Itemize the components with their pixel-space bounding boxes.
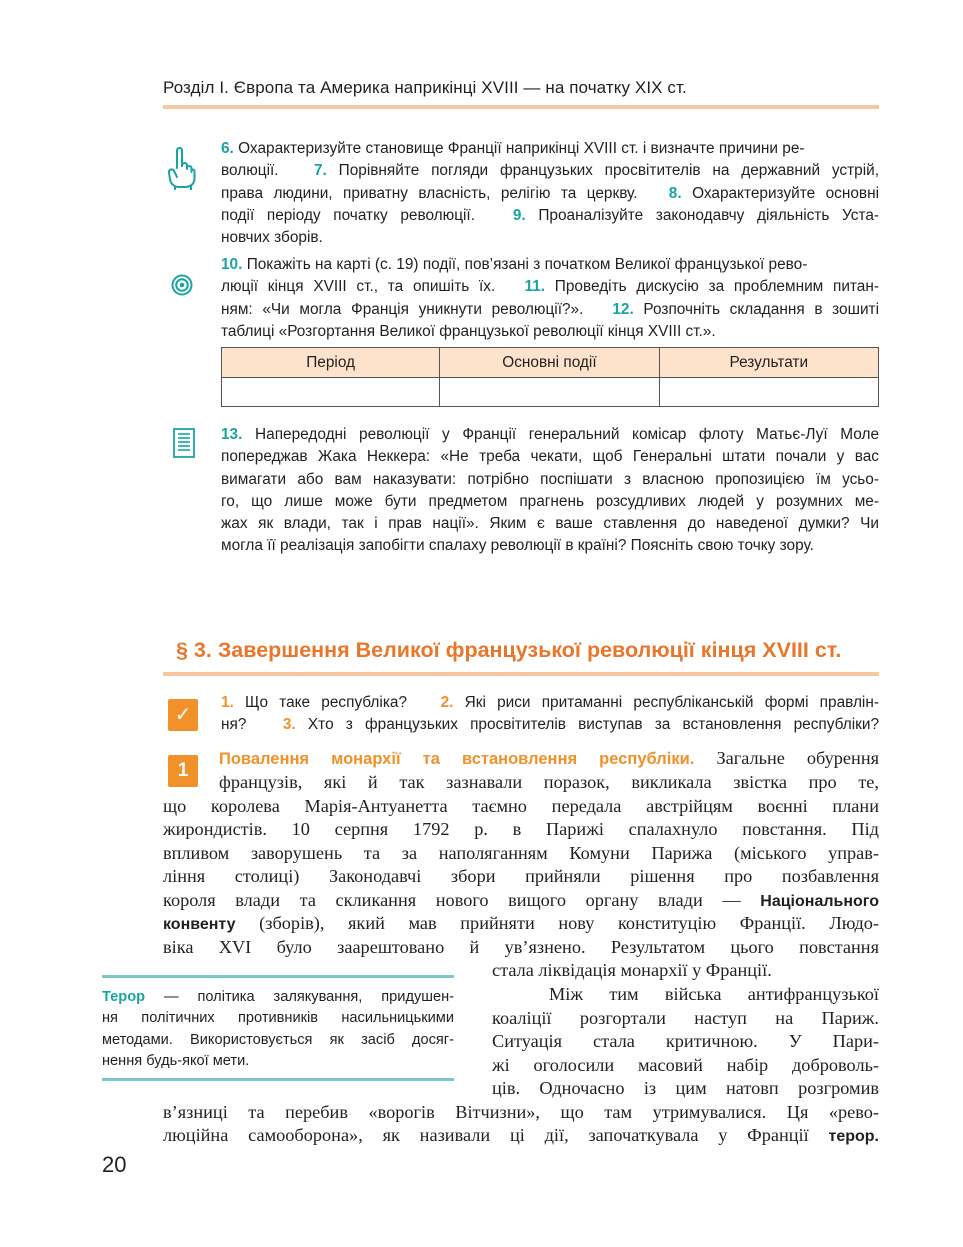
revolution-table [221,347,879,407]
subsection-number: 1 [168,755,198,787]
term-definition-line-2: ня політичних противників насильницькими [102,1010,454,1027]
header-rule [163,105,879,109]
question-2-text: Які риси притаманні республіканській формі правлін- [464,694,879,711]
task-12-text: Розпочніть складання в зошиті [643,300,880,318]
term-box-bottom-rule [102,1078,454,1081]
body-line-14: жі оголосили масовий набір доброволь- [492,1055,879,1075]
section-heading: § 3. Завершення Великої французької революції кінця XVIII ст. [176,638,842,662]
task-13-line-6: могла її реалізація запобігти спалаху революції в країні? Поясніть свою точку зору. [221,537,814,555]
table-header-row [222,348,879,378]
task-13-line-5: жах як влади, так і прав нації». Яким є ваше ставлення до наведеної думки? Чи [221,515,879,533]
term-convention: конвенту [163,916,236,933]
task-number-11: 11. [524,278,546,296]
table-header-period: Період [222,348,440,378]
body-text: короля влади та скликання нового вищого органу влади — [163,890,741,910]
body-line-8 [163,912,879,937]
body-text: Загальне обурення [716,748,880,768]
task-13 [221,424,879,558]
question-number-2: 2. [440,694,454,711]
body-line-17 [163,1124,879,1149]
question-number-1: 1. [221,694,234,711]
table-row [222,378,879,407]
task-8-text: Охарактеризуйте основні [692,184,880,202]
body-line-9: віка XVI було заарештовано й ув’язнено. Результатом цього повстання [163,937,879,957]
task-11-text-end: ням: «Чи могла Франція уникнути революції?». [221,300,584,318]
body-line-10: стала ліквідація монархії у Франції. [492,960,772,980]
body-line-6: ління столиці) Законодавчі збори прийняли рішення про позбавлення [163,866,879,886]
section-rule [163,672,879,676]
table-cell [222,378,440,407]
task-number-7: 7. [313,162,327,180]
task-number-6: 6. [221,140,234,157]
body-line-12: коаліції розгортали наступ на Париж. [492,1008,879,1028]
task-13-line-3: вимагати або вам наказувати: потрібно поспішати з власною пропозицією їм усьо- [221,470,879,488]
task-6-text-end: волюції. [221,162,279,180]
body-line-7 [163,889,879,914]
task-number-9: 9. [512,206,526,224]
question-number-3: 3. [282,716,296,734]
term-word: Терор [102,989,146,1005]
tasks-6-9 [221,138,879,249]
question-2-text-end: ня? [221,716,247,734]
body-line-15: ців. Одночасно із цим натовп розгромив [492,1078,879,1098]
task-number-10: 10. [221,256,243,273]
term-definition-line-4: нення будь-якої мети. [102,1052,250,1069]
body-line-13: Ситуація стала критичною. У Пари- [492,1031,879,1051]
task-13-line-1: Напередодні революції у Франції генеральний комісар флоту Матьє-Луї Моле [255,426,880,443]
term-definition-line-3: методами. Використовується як засіб досяг- [102,1031,454,1048]
task-7-text: Порівняйте погляди французьких просвітителів на державний устрій, [338,162,879,180]
task-9-text: Проаналізуйте законодавчу діяльність Уста- [538,206,880,224]
task-number-8: 8. [668,184,682,202]
question-1-text: Що таке республіка? [245,694,408,711]
body-line-4: жирондистів. 10 серпня 1792 р. в Парижі спалахнуло повстання. Під [163,819,879,839]
body-line-5: впливом заворушень та за наполяганням Комуни Парижа (міського управ- [163,843,879,863]
table-cell [440,378,659,407]
body-line-2: французів, які й так зазнавали поразок, викликала звістка про те, [219,772,879,792]
page-number: 20 [102,1152,127,1177]
body-text: (зборів), який мав прийняти нову конституцію Франції. Людо- [259,913,879,933]
question-3-text: Хто з французьких просвітителів виступав за встановлення республіки? [307,716,879,734]
task-8-text-end: події періоду початку революції. [221,206,475,224]
body-line-16: в’язниці та перебив «ворогів Вітчизни», що там утримувалися. Ця «рево- [163,1102,879,1122]
task-11-text: Проведіть дискусію за проблемним питан- [554,278,879,296]
document-icon [173,428,195,458]
table-cell [659,378,878,407]
body-line-11: Між тим війська антифранцузької [549,984,879,1004]
task-9-text-end: новчих зборів. [221,229,323,247]
task-number-12: 12. [612,300,634,318]
term-national-convention: Національного [760,893,879,910]
task-13-line-2: попереджав Жака Неккера: «Не треба чекати, щоб Генеральні штати почали у вас [221,448,879,466]
checkmark-icon: ✓ [168,699,198,731]
task-6-text: Охарактеризуйте становище Франції наприкінці XVIII ст. і визначте причини ре- [238,140,805,157]
running-header: Розділ I. Європа та Америка наприкінці XVIII — на початку XIX ст. [163,78,687,97]
review-questions [221,692,879,737]
term-definition [102,987,454,1072]
task-13-line-4: го, що лише може бути предметом прагнень розсудливих людей у розумних ме- [221,492,879,510]
finger-pointing-icon [166,146,196,190]
term-terror: терор. [828,1128,879,1145]
term-box-top-rule [102,975,454,978]
table-header-events: Основні події [440,348,659,378]
task-number-13: 13. [221,426,243,443]
term-definition-line-1: — політика залякування, придушен- [163,989,455,1005]
task-10-text: Покажіть на карті (с. 19) події, пов’язані з початком Великої французької рево- [246,256,808,273]
task-12-text-end: таблиці «Розгортання Великої французької революції кінця XVIII ст.». [221,322,716,340]
task-10-text-end: люції кінця XVIII ст., та опишіть їх. [221,278,496,296]
body-text: люційна самооборона», як називали ці дії, започаткувала у Франції [163,1125,809,1145]
task-7-text-end: права людини, приватну власність, релігію та церкву. [221,184,638,202]
tasks-10-12 [221,254,879,343]
target-icon [171,274,193,296]
table-header-results: Результати [659,348,878,378]
body-line-3: що королева Марія-Антуанетта таємно передала австрійцям воєнні плани [163,796,879,816]
body-line-1 [219,747,879,772]
subsection-title: Повалення монархії та встановлення республіки. [219,750,695,768]
